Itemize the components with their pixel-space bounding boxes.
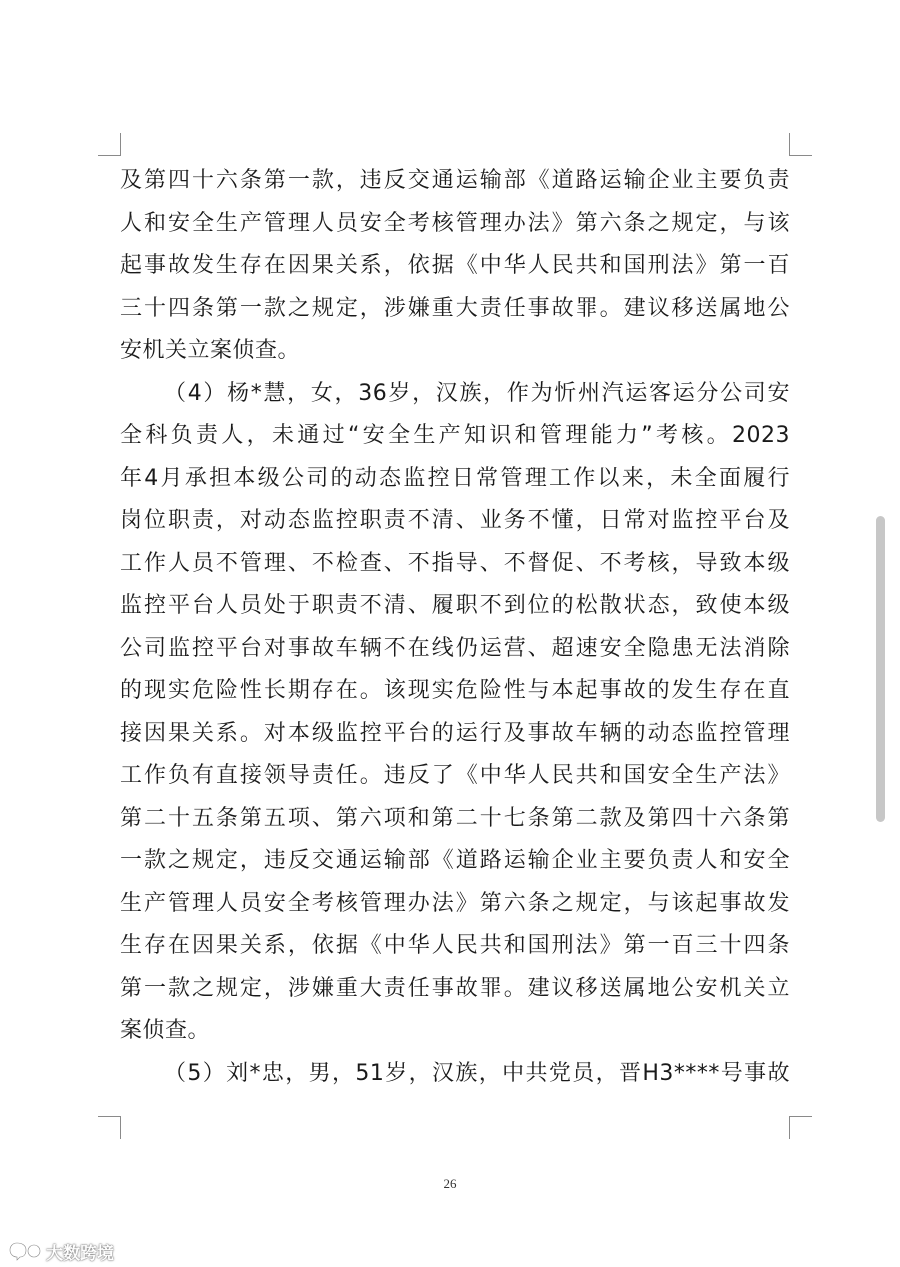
text-line: 生存在因果关系，依据《中华人民共和国刑法》第一百三十四条	[120, 933, 790, 958]
text-line: 及第四十六条第一款，违反交通运输部《道路运输企业主要负责	[120, 168, 790, 193]
crop-mark-top-left	[98, 133, 121, 156]
text-line: （4）杨*慧，女，36岁，汉族，作为忻州汽运客运分公司安	[164, 380, 790, 406]
text-line: 起事故发生存在因果关系，依据《中华人民共和国刑法》第一百	[120, 253, 790, 278]
text-line: 工作人员不管理、不检查、不指导、不督促、不考核，导致本级	[120, 550, 790, 576]
crop-mark-bottom-left	[98, 1116, 121, 1139]
crop-mark-top-right	[789, 133, 812, 156]
text-line: 年4月承担本级公司的动态监控日常管理工作以来，未全面履行	[120, 465, 790, 491]
text-line: 人和安全生产管理人员安全考核管理办法》第六条之规定，与该	[120, 210, 790, 236]
text-line: 岗位职责，对动态监控职责不清、业务不懂，日常对监控平台及	[120, 508, 790, 533]
text-line: 接因果关系。对本级监控平台的运行及事故车辆的动态监控管理	[120, 720, 790, 746]
chat-bubble-logo-icon	[8, 1240, 42, 1262]
text-line: 公司监控平台对事故车辆不在线仍运营、超速安全隐患无法消除	[120, 635, 790, 661]
watermark	[8, 1238, 114, 1264]
crop-mark-bottom-right	[789, 1116, 812, 1139]
text-line: 生产管理人员安全考核管理办法》第六条之规定，与该起事故发	[120, 890, 790, 916]
document-body	[120, 160, 790, 1095]
text-line: 全科负责人，未通过“安全生产知识和管理能力”考核。2023	[120, 423, 790, 448]
vertical-scrollbar-thumb[interactable]	[876, 516, 885, 822]
text-line: 监控平台人员处于职责不清、履职不到位的松散状态，致使本级	[120, 593, 790, 618]
text-line: 案侦查。	[120, 1018, 211, 1043]
watermark-text: 大数跨境	[46, 1243, 114, 1264]
text-line: 的现实危险性长期存在。该现实危险性与本起事故的发生存在直	[120, 678, 790, 703]
text-line: 三十四条第一款之规定，涉嫌重大责任事故罪。建议移送属地公	[120, 295, 790, 321]
page-number: 26	[443, 1176, 457, 1191]
text-line: （5）刘*忠，男，51岁，汉族，中共党员，晋H3****号事故	[164, 1060, 790, 1086]
text-line: 第一款之规定，涉嫌重大责任事故罪。建议移送属地公安机关立	[120, 975, 790, 1001]
text-line: 工作负有直接领导责任。违反了《中华人民共和国安全生产法》	[120, 763, 790, 788]
text-line: 第二十五条第五项、第六项和第二十七条第二款及第四十六条第	[120, 805, 790, 831]
text-line: 安机关立案侦查。	[120, 338, 301, 363]
text-line: 一款之规定，违反交通运输部《道路运输企业主要负责人和安全	[120, 848, 790, 873]
